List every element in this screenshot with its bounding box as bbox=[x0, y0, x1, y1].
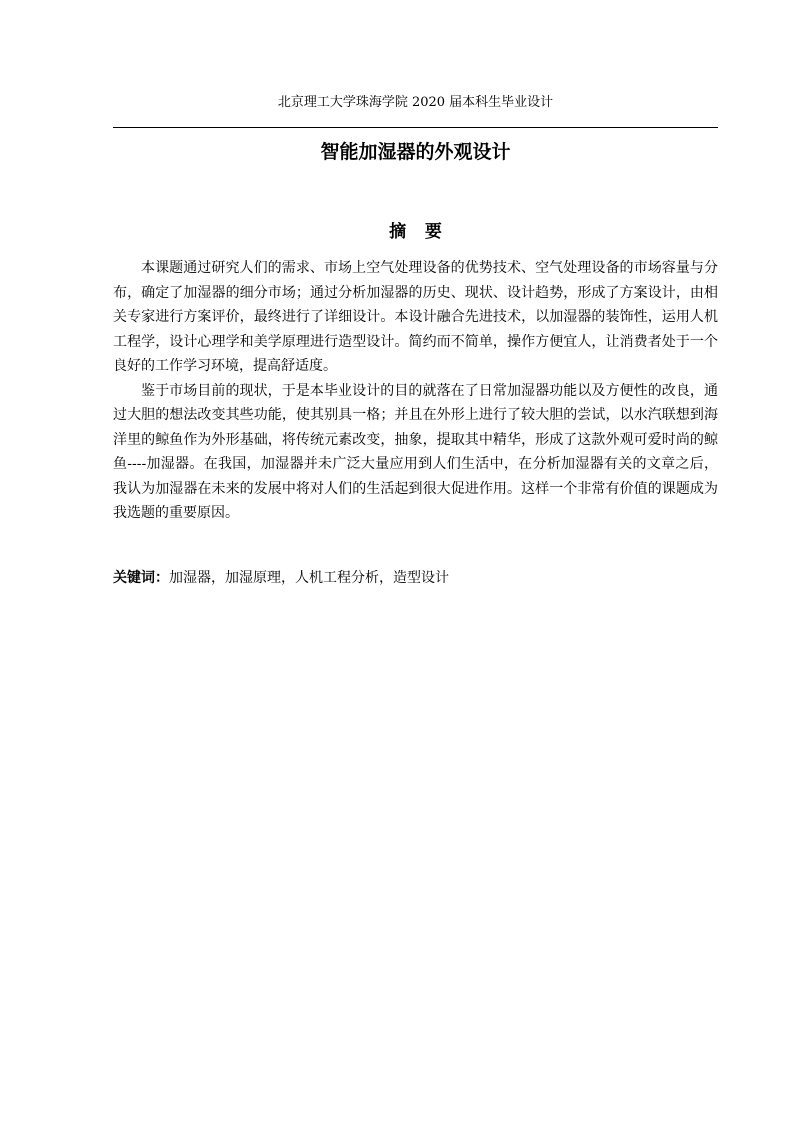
document-title: 智能加湿器的外观设计 bbox=[320, 141, 511, 163]
keywords-label: 关键词： bbox=[113, 570, 169, 586]
abstract-body bbox=[113, 256, 718, 526]
keywords-line bbox=[113, 567, 718, 589]
abstract-paragraph-2: 鉴于市场目前的现状，于是本毕业设计的目的就落在了日常加湿器功能以及方便性的改良，通过大胆的想法改变其些功能，使其别具一格；并且在外形上进行了较大胆的尝试，以水汽联想到海洋里的鲸鱼作为外形基础，将传统元素改变，抽象，提取其中精华，形成了这款外观可爱时尚的鲸鱼----加湿器。在我国，加湿器并未广泛大量应用到人们生活中，在分析加湿器有关的文章之后，我认为加湿器在未来的发展中将对人们的生活起到很大促进作用。这样一个非常有价值的课题成为我选题的重要原因。 bbox=[113, 382, 718, 521]
header-divider bbox=[113, 127, 718, 128]
running-header: 北京理工大学珠海学院 2020 届本科生毕业设计 bbox=[277, 95, 554, 110]
abstract-paragraph-1: 本课题通过研究人们的需求、市场上空气处理设备的优势技术、空气处理设备的市场容量与分布，确定了加湿器的细分市场；通过分析加湿器的历史、现状、设计趋势，形成了方案设计，由相关专家进行方案评价，最终进行了详细设计。本设计融合先进技术，以加湿器的装饰性，运用人机工程学，设计心理学和美学原理进行造型设计。简约而不简单，操作方便宜人，让消费者处于一个良好的工作学习环境，提高舒适度。 bbox=[113, 260, 718, 374]
abstract-heading: 摘要 bbox=[389, 222, 461, 242]
keywords-value: 加湿器，加湿原理，人机工程分析，造型设计 bbox=[169, 570, 449, 586]
